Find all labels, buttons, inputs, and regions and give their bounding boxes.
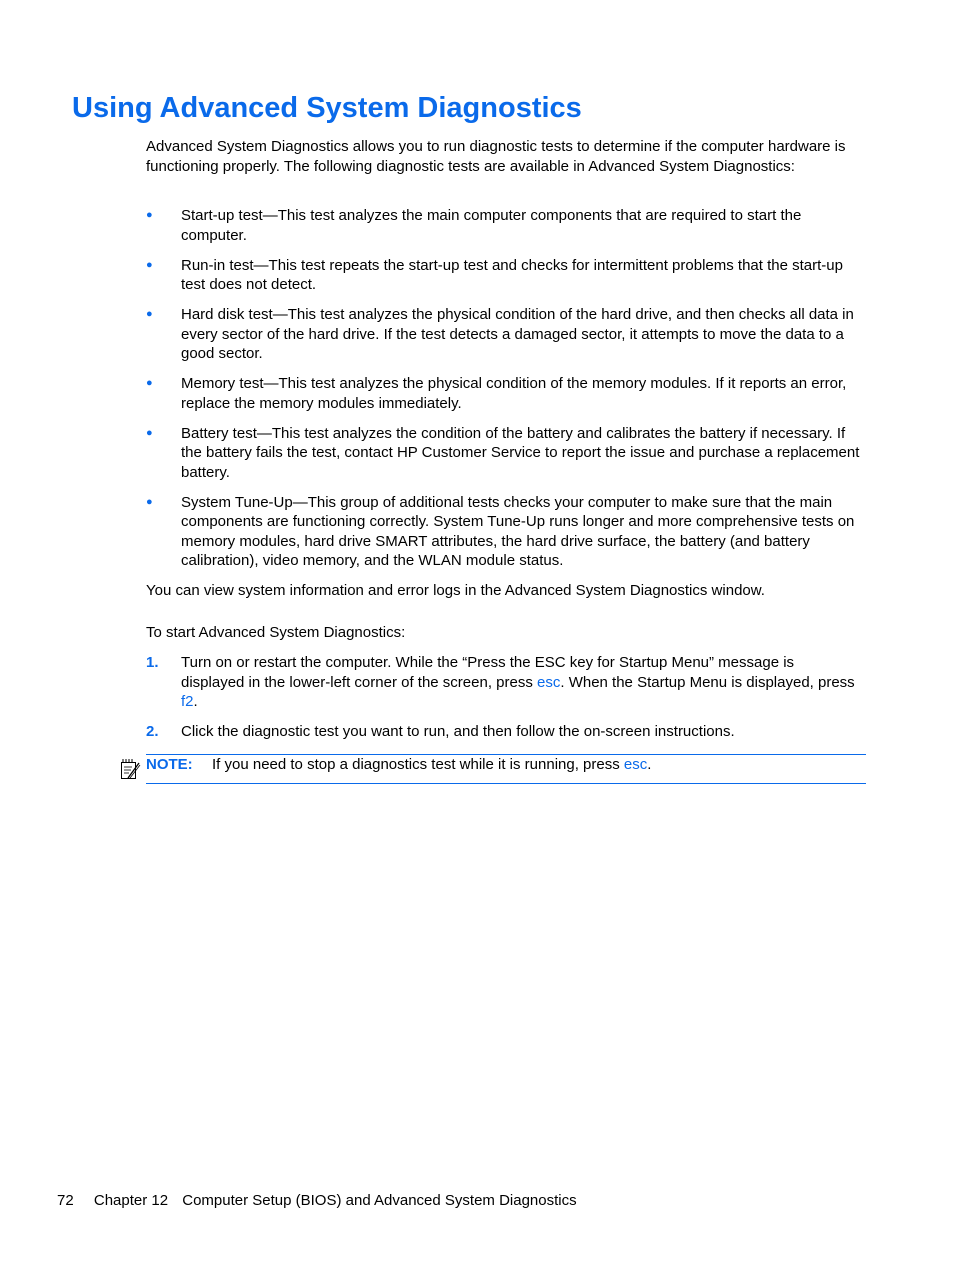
- note-icon: [119, 757, 141, 781]
- step-number: 2.: [146, 723, 159, 740]
- list-item: [146, 493, 861, 571]
- bullet-icon: ●: [146, 308, 153, 320]
- step-number: 1.: [146, 654, 159, 671]
- bullet-icon: ●: [146, 377, 153, 389]
- bullet-icon: ●: [146, 258, 153, 271]
- step-text: Click the diagnostic test you want to run, and then follow the on-screen instructions.: [181, 723, 735, 740]
- step-text-part: .: [193, 693, 198, 710]
- page-number: 72: [57, 1192, 74, 1209]
- key-esc: esc: [537, 673, 561, 691]
- step-item: [146, 653, 861, 712]
- list-item: [146, 374, 861, 413]
- page-title: Using Advanced System Diagnostics: [72, 92, 582, 124]
- list-item-text: System Tune-Up—This group of additional tests checks your computer to make sure that the main components are functioning correctly. System Tune-Up runs longer and more comprehensive tests on memory modules, hard drive SMART attributes, the hard drive surface, the battery (and battery calibration), video memory, and the WLAN module status.: [181, 493, 855, 569]
- list-item: [146, 256, 861, 295]
- note-text-part: If you need to stop a diagnostics test while it is running, press: [212, 756, 624, 773]
- start-intro-paragraph: To start Advanced System Diagnostics:: [146, 624, 406, 641]
- view-info-paragraph: You can view system information and error logs in the Advanced System Diagnostics window.: [146, 582, 765, 599]
- step-text: [181, 654, 855, 710]
- bullet-icon: ●: [146, 495, 153, 508]
- start-steps-list: [146, 653, 861, 752]
- chapter-label: Chapter 12: [93, 1192, 169, 1209]
- list-item: [146, 206, 861, 245]
- note-box: [146, 754, 866, 784]
- bullet-icon: ●: [146, 209, 153, 221]
- note-label: NOTE:: [146, 756, 193, 773]
- chapter-title: Computer Setup (BIOS) and Advanced System Diagnostics: [182, 1192, 577, 1209]
- note-text-part: .: [647, 756, 652, 773]
- list-item-text: Run-in test—This test repeats the start-up test and checks for intermittent problems that the start-up test does not detect.: [181, 256, 843, 293]
- list-item-text: Battery test—This test analyzes the condition of the battery and calibrates the battery if necessary. If the battery fails the test, contact HP Customer Service to report the issue and purchase a replacement battery.: [181, 424, 860, 481]
- list-item-text: Hard disk test—This test analyzes the physical condition of the hard drive, and then checks all data in every sector of the hard drive. If the test detects a damaged sector, it attempts to move the data to a good sector.: [181, 306, 854, 362]
- diagnostic-tests-list: [146, 206, 861, 581]
- note-text: [212, 755, 651, 775]
- list-item-text: Memory test—This test analyzes the physical condition of the memory modules. If it reports an error, replace the memory modules immediately.: [181, 375, 847, 412]
- key-f2: f2: [181, 693, 194, 710]
- bullet-icon: ●: [146, 426, 153, 439]
- list-item: [146, 424, 861, 483]
- list-item-text: Start-up test—This test analyzes the main computer components that are required to start the computer.: [181, 207, 802, 244]
- step-text-part: Turn on or restart the computer. While the “Press the ESC key for Startup Menu” message is displayed in the lower-left corner of the screen, press: [181, 654, 795, 691]
- intro-paragraph: Advanced System Diagnostics allows you to run diagnostic tests to determine if the computer hardware is functioning properly. The following diagnostic tests are available in Advanced System Diagnostics:: [146, 138, 846, 175]
- key-esc: esc: [623, 756, 648, 773]
- page-footer: [57, 1191, 577, 1211]
- list-item: [146, 305, 861, 364]
- step-text-part: . When the Startup Menu is displayed, press: [560, 673, 855, 691]
- step-item: [146, 722, 861, 742]
